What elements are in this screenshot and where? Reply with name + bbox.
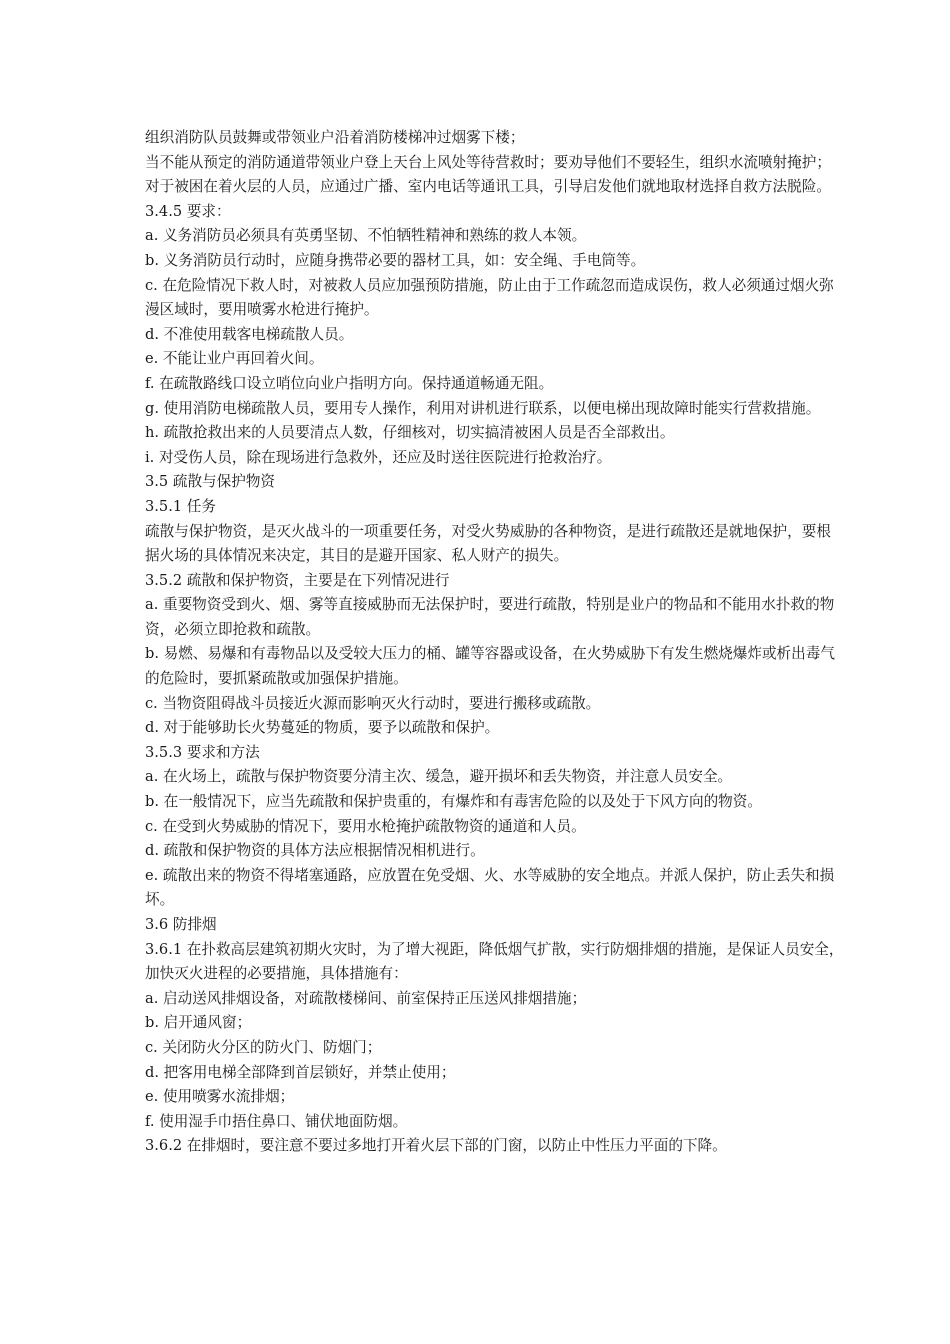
list-item: c. 在危险情况下救人时，对被救人员应加强预防措施，防止由于工作疏忽而造成误伤，救人必须通过烟火弥漫区域时，要用喷雾水枪进行掩护。 bbox=[145, 276, 834, 319]
list-item: d. 对于能够助长火势蔓延的物质，要予以疏散和保护。 bbox=[145, 719, 500, 737]
list-item: h. 疏散抢救出来的人员要清点人数，仔细核对，切实搞清被困人员是否全部救出。 bbox=[145, 424, 675, 442]
section-heading: 3.4.5 要求： bbox=[145, 202, 231, 220]
list-item: b. 易燃、易爆和有毒物品以及受较大压力的桶、罐等容器或设备，在火势威胁下有发生燃烧爆炸或析出毒气的危险时，要抓紧疏散或加强保护措施。 bbox=[145, 645, 835, 688]
list-item: d. 疏散和保护物资的具体方法应根据情况相机进行。 bbox=[145, 842, 485, 860]
section-heading: 3.5.3 要求和方法 bbox=[145, 743, 260, 761]
list-item: f. 使用湿手巾捂住鼻口、铺伏地面防烟。 bbox=[145, 1112, 408, 1130]
section-heading: 3.5.1 任务 bbox=[145, 497, 216, 515]
list-item: i. 对受伤人员，除在现场进行急救外，还应及时送往医院进行抢救治疗。 bbox=[145, 448, 612, 466]
list-item: b. 义务消防员行动时，应随身携带必要的器材工具，如：安全绳、手电筒等。 bbox=[145, 251, 646, 269]
list-item: d. 把客用电梯全部降到首层锁好，并禁止使用； bbox=[145, 1063, 456, 1081]
list-item: a. 义务消防员必须具有英勇坚韧、不怕牺牲精神和熟练的救人本领。 bbox=[145, 227, 587, 245]
list-item: c. 当物资阻碍战斗员接近火源而影响灭火行动时，要进行搬移或疏散。 bbox=[145, 694, 601, 712]
list-item: d. 不准使用载客电梯疏散人员。 bbox=[145, 325, 354, 343]
list-item: c. 关闭防火分区的防火门、防烟门； bbox=[145, 1038, 382, 1056]
paragraph: 组织消防队员鼓舞或带领业户沿着消防楼梯冲过烟雾下楼； bbox=[145, 129, 525, 146]
list-item: e. 疏散出来的物资不得堵塞通路，应放置在免受烟、火、水等威胁的安全地点。并派人保护，防止丢失和损坏。 bbox=[145, 866, 835, 909]
list-item: e. 不能让业户再回着火间。 bbox=[145, 350, 324, 368]
paragraph: 3.6.1 在扑救高层建筑初期火灾时，为了增大视距，降低烟气扩散，实行防烟排烟的措施，是保证人员安全，加快灭火进程的必要措施，具体措施有： bbox=[145, 940, 844, 983]
list-item: a. 在火场上，疏散与保护物资要分清主次、缓急，避开损坏和丢失物资，并注意人员安全。 bbox=[145, 768, 733, 786]
section-heading: 3.6 防排烟 bbox=[145, 916, 217, 933]
list-item: f. 在疏散路线口设立哨位向业户指明方向。保持通道畅通无阻。 bbox=[145, 374, 554, 392]
list-item: g. 使用消防电梯疏散人员，要用专人操作，利用对讲机进行联系，以便电梯出现故障时能实行营救措施。 bbox=[145, 399, 821, 417]
document-page bbox=[145, 126, 845, 1159]
list-item: b. 启开通风窗； bbox=[145, 1014, 252, 1032]
paragraph: 当不能从预定的消防通道带领业户登上天台上风处等待营救时；要劝导他们不要轻生，组织水流喷射掩护； bbox=[145, 153, 831, 171]
paragraph: 疏散与保护物资，是灭火战斗的一项重要任务，对受火势威胁的各种物资，是进行疏散还是就地保护，要根据火场的具体情况来决定，其目的是避开国家、私人财产的损失。 bbox=[145, 522, 831, 565]
list-item: a. 启动送风排烟设备，对疏散楼梯间、前室保持正压送风排烟措施； bbox=[145, 989, 587, 1007]
section-heading: 3.5 疏散与保护物资 bbox=[145, 473, 276, 491]
paragraph: 对于被困在着火层的人员，应通过广播、室内电话等通讯工具，引导启发他们就地取材选择自救方法脱险。 bbox=[145, 178, 831, 196]
list-item: a. 重要物资受到火、烟、雾等直接威胁而无法保护时，要进行疏散，特别是业户的物品和不能用水扑救的物资，必须立即抢救和疏散。 bbox=[145, 596, 835, 638]
list-item: b. 在一般情况下，应当先疏散和保护贵重的，有爆炸和有毒害危险的以及处于下风方向的物资。 bbox=[145, 793, 762, 811]
section-heading: 3.5.2 疏散和保护物资，主要是在下列情况进行 bbox=[145, 571, 450, 589]
list-item: e. 使用喷雾水流排烟； bbox=[145, 1088, 295, 1106]
list-item: c. 在受到火势威胁的情况下，要用水枪掩护疏散物资的通道和人员。 bbox=[145, 817, 586, 835]
paragraph: 3.6.2 在排烟时，要注意不要过多地打开着火层下部的门窗，以防止中性压力平面的下降。 bbox=[145, 1137, 727, 1155]
